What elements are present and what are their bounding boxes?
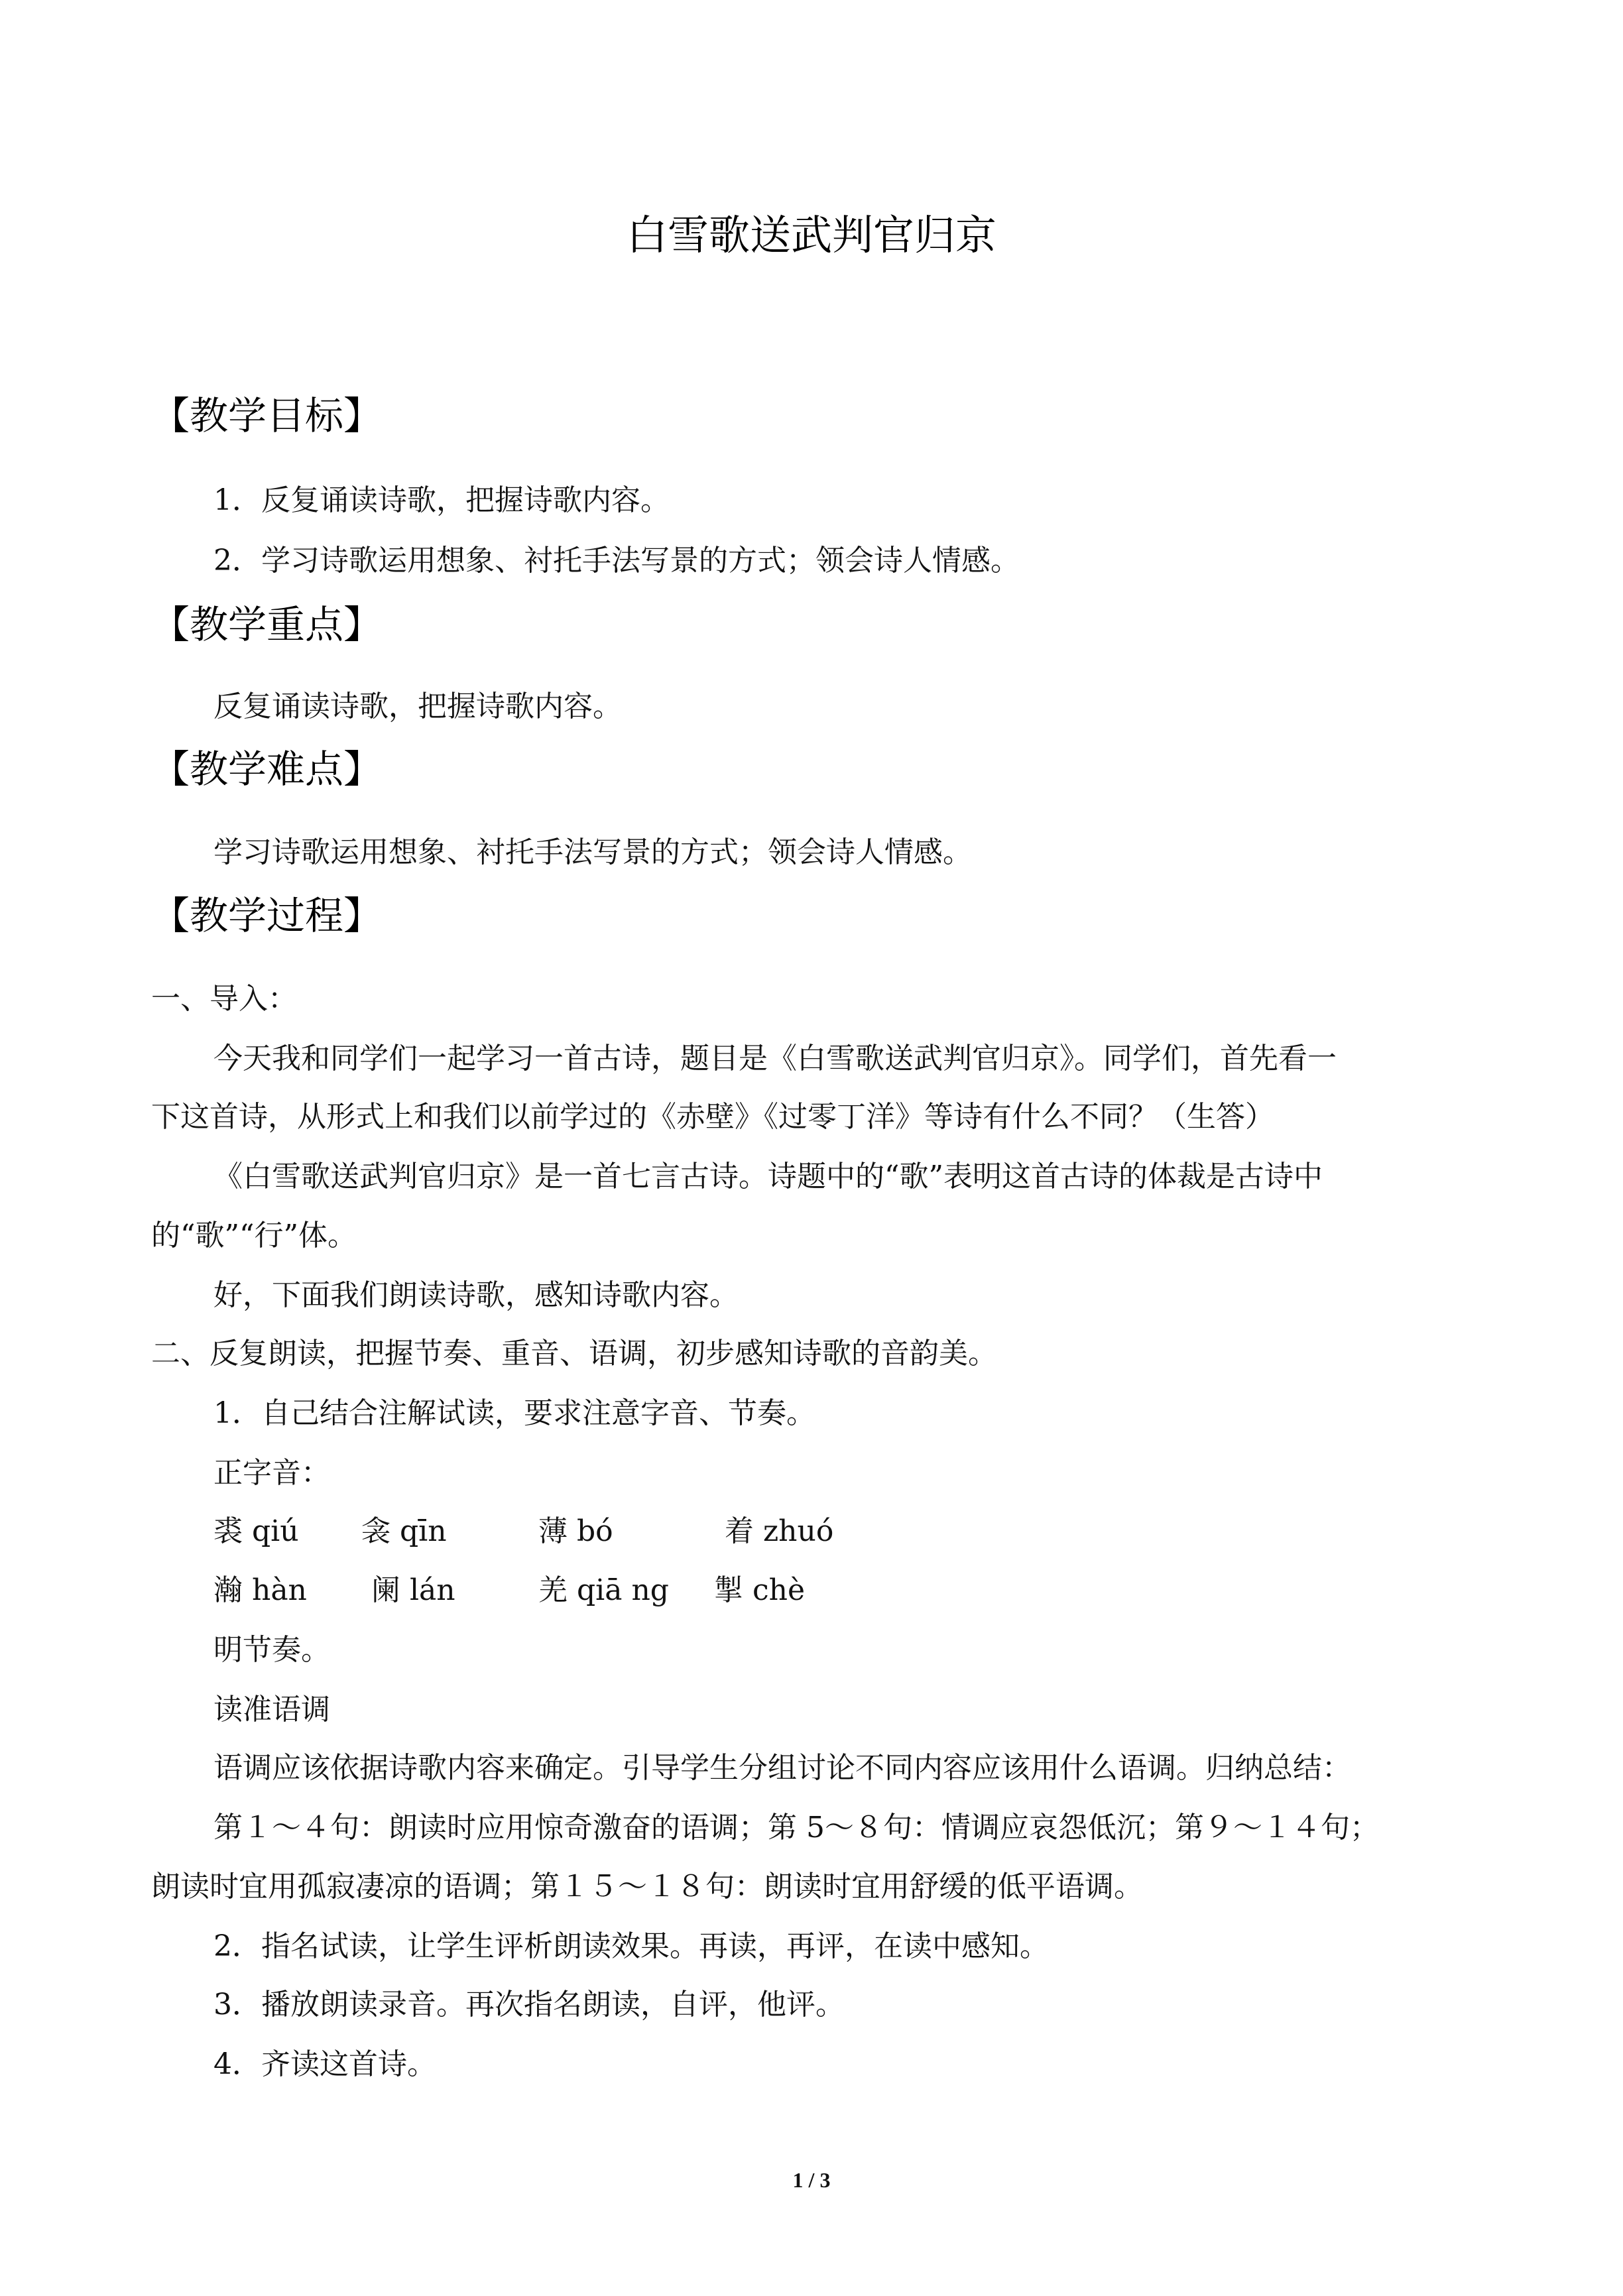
pronunciation-label: 正字音： <box>213 1456 330 1490</box>
tone-paragraph-1: 语调应该依据诗歌内容来确定。引导学生分组讨论不同内容应该用什么语调。归纳总结： <box>213 1751 1351 1785</box>
step-1: 1．自己结合注解试读，要求注意字音、节奏。 <box>213 1396 815 1430</box>
pronunciation-item: 阑 lán <box>371 1573 455 1607</box>
tone-paragraph-2-line-2: 朗读时宜用孤寂凄凉的语调；第１５～１８句：朗读时宜用舒缓的低平语调。 <box>151 1870 1143 1903</box>
intro-heading: 一、导入： <box>151 982 297 1016</box>
pronunciation-item: 着 zhuó <box>725 1514 834 1548</box>
reading-heading: 二、反复朗读，把握节奏、重音、语调，初步感知诗歌的音韵美。 <box>151 1337 997 1370</box>
intro-paragraph-2-line-1: 《白雪歌送武判官归京》是一首七言古诗。诗题中的“歌”表明这首古诗的体裁是古诗中 <box>213 1160 1323 1193</box>
pronunciation-item: 瀚 hàn <box>213 1573 307 1607</box>
key-points-heading: 【教学重点】 <box>151 602 383 647</box>
pronunciation-item: 衾 qīn <box>361 1514 447 1548</box>
step-2: 2．指名试读，让学生评析朗读效果。再读，再评，在读中感知。 <box>213 1929 1049 1963</box>
intro-paragraph-1-line-2: 下这首诗，从形式上和我们以前学过的《赤壁》《过零丁洋》等诗有什么不同？（生答） <box>151 1100 1274 1134</box>
tone-paragraph-2-line-1: 第１～４句：朗读时应用惊奇激奋的语调；第 5～８句：情调应哀怨低沉；第９～１４句； <box>213 1811 1379 1844</box>
pronunciation-item: 薄 bó <box>538 1514 613 1548</box>
pronunciation-item: 羌 qiā ng <box>538 1573 669 1607</box>
intro-paragraph-2-line-2: 的“歌”“行”体。 <box>151 1219 357 1252</box>
page-number: 1 / 3 <box>792 2168 831 2192</box>
objective-1: 1．反复诵读诗歌，把握诗歌内容。 <box>213 483 670 517</box>
intro-paragraph-3: 好，下面我们朗读诗歌，感知诗歌内容。 <box>213 1278 739 1312</box>
step-4: 4．齐读这首诗。 <box>213 2047 436 2081</box>
objectives-heading: 【教学目标】 <box>151 393 383 438</box>
intro-paragraph-1-line-1: 今天我和同学们一起学习一首古诗，题目是《白雪歌送武判官归京》。同学们，首先看一 <box>213 1042 1337 1075</box>
difficulty-text: 学习诗歌运用想象、衬托手法写景的方式；领会诗人情感。 <box>213 835 972 869</box>
objective-2: 2．学习诗歌运用想象、衬托手法写景的方式；领会诗人情感。 <box>213 544 1020 577</box>
difficulty-heading: 【教学难点】 <box>151 747 383 792</box>
process-heading: 【教学过程】 <box>151 893 383 938</box>
tone-label: 读准语调 <box>213 1693 330 1726</box>
pronunciation-item: 掣 chè <box>714 1573 806 1607</box>
rhythm-text: 明节奏。 <box>213 1633 330 1667</box>
step-3: 3．播放朗读录音。再次指名朗读，自评，他评。 <box>213 1988 845 2022</box>
pronunciation-item: 裘 qiú <box>213 1514 299 1548</box>
document-title: 白雪歌送武判官归京 <box>626 211 996 259</box>
key-points-text: 反复诵读诗歌，把握诗歌内容。 <box>213 690 622 723</box>
